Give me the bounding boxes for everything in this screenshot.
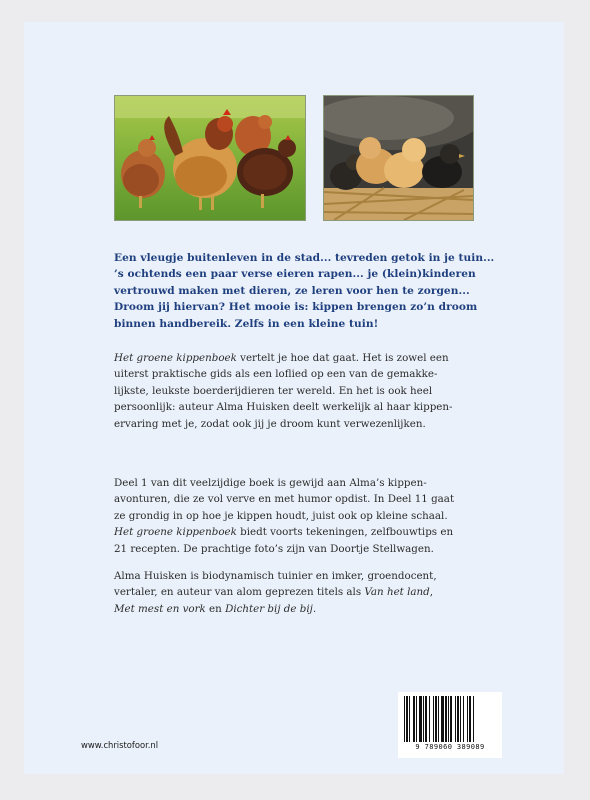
other-book-title: Met mest en vork <box>114 602 206 615</box>
chicks-illustration <box>324 96 473 220</box>
paragraph-book-contents <box>114 475 484 557</box>
book-title: Het groene kippenboek <box>114 352 237 364</box>
text-fragment: vertaler, en auteur van alom geprezen titels als <box>114 586 365 599</box>
publisher-website: www.christofoor.nl <box>81 740 159 750</box>
text-fragment: . <box>312 602 317 615</box>
text-line <box>114 601 484 617</box>
photo-hens-on-grass <box>114 95 306 221</box>
other-book-title: Van het land <box>364 586 430 599</box>
intro-line: Een vleugje buitenleven in de stad... tevreden getok in je tuin... <box>114 252 495 264</box>
other-book-title: Dichter bij de bij <box>225 602 313 615</box>
isbn-digits: 9 789060 389089 <box>415 743 485 751</box>
isbn-barcode <box>398 692 502 758</box>
text-line: lijkste, leukste boerderijdieren ter wereld. En het is ook heel <box>114 384 433 397</box>
text-line <box>114 524 484 540</box>
text-line <box>114 584 484 600</box>
back-cover <box>24 22 564 774</box>
intro-line: Droom jij hiervan? Het mooie is: kippen brengen zo’n droom <box>114 301 478 314</box>
text-line: Alma Huisken is biodynamisch tuinier en imker, groendocent, <box>114 570 437 582</box>
hens-illustration <box>115 96 305 220</box>
paragraph-author-bio <box>114 568 484 617</box>
text-line <box>114 350 484 366</box>
intro-blurb <box>114 250 495 332</box>
text-fragment: , <box>429 586 434 599</box>
text-line: Deel 1 van dit veelzijdige boek is gewijd aan Alma’s kippen- <box>114 477 427 489</box>
barcode-bars <box>402 696 498 742</box>
book-title: Het groene kippenboek <box>114 526 237 539</box>
text-line: ze grondig in op hoe je kippen houdt, juist ook op kleine schaal. <box>114 509 448 522</box>
text-line: ervaring met je, zodat ook jij je droom kunt verwezenlijken. <box>114 417 426 430</box>
paragraph-book-description <box>114 350 484 432</box>
text-fragment: vertelt je hoe dat gaat. Het is zowel een <box>236 352 449 364</box>
text-fragment: biedt voorts tekeningen, zelfbouwtips en <box>236 526 454 539</box>
text-line: persoonlijk: auteur Alma Huisken deelt werkelijk al haar kippen- <box>114 401 453 414</box>
text-fragment: en <box>205 602 226 615</box>
intro-line: vertrouwd maken met dieren, ze leren voor hen te zorgen... <box>114 284 470 297</box>
text-line: 21 recepten. De prachtige foto’s zijn van Doortje Stellwagen. <box>114 542 434 555</box>
intro-line: binnen handbereik. Zelfs in een kleine tuin! <box>114 317 379 330</box>
text-line: uiterst praktische gids als een loflied op een van de gemakke- <box>114 368 438 381</box>
photo-chicks-under-hen <box>323 95 474 221</box>
text-line: avonturen, die ze vol verve en met humor opdist. In Deel 11 gaat <box>114 493 455 506</box>
intro-line: ’s ochtends een paar verse eieren rapen... je (klein)kinderen <box>114 268 476 281</box>
